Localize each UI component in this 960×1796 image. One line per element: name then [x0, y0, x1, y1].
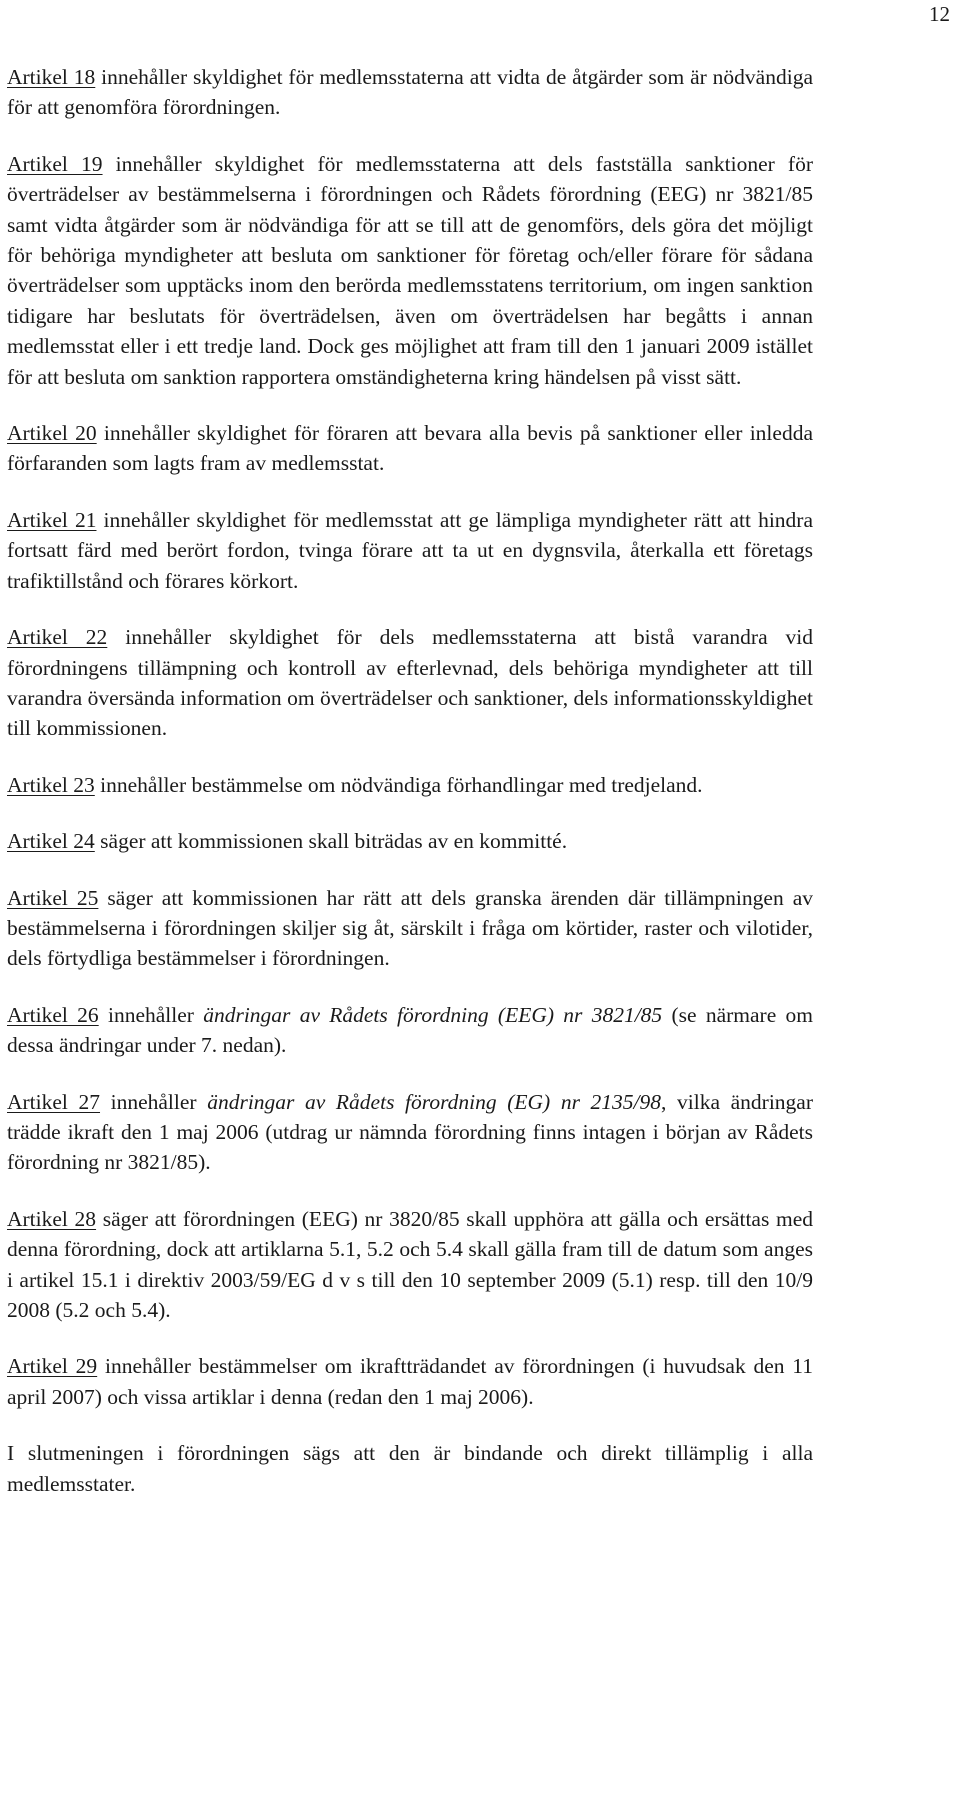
paragraph-closing: [7, 1438, 813, 1499]
article-ref[interactable]: Artikel 25: [7, 885, 99, 910]
paragraph-italic-text: ändringar av Rådets förordning (EEG) nr 3821/85: [203, 1002, 663, 1027]
paragraph-text: innehåller skyldighet för medlemsstat att ge lämpliga myndigheter rätt att hindra fortsatt färd med berört fordon, tvinga förare att ta ut en dygnsvila, återkalla ett företags trafiktillstånd och förares körkort.: [7, 507, 813, 593]
paragraph-text: innehåller bestämmelser om ikraftträdandet av förordningen (i huvudsak den 11 april 2007) och vissa artiklar i denna (redan den 1 maj 2006).: [7, 1354, 813, 1409]
paragraph-text: innehåller: [100, 1089, 208, 1114]
article-ref[interactable]: Artikel 18: [7, 65, 96, 89]
paragraph-text: (se närmare om dessa ändringar under 7. nedan).: [7, 1002, 813, 1058]
article-ref[interactable]: Artikel 29: [7, 1354, 98, 1379]
paragraph-artikel-22: [7, 622, 813, 744]
paragraph-text: innehåller skyldighet för medlemsstaterna att vidta de åtgärder som är nödvändiga för att genomföra förordningen.: [7, 65, 813, 120]
article-ref[interactable]: Artikel 24: [7, 829, 95, 854]
article-ref[interactable]: Artikel 27: [7, 1089, 101, 1114]
document-body: [7, 62, 813, 1525]
paragraph-artikel-29: [7, 1351, 813, 1412]
article-ref[interactable]: Artikel 26: [7, 1002, 99, 1027]
paragraph-text: , vilka ändringar trädde ikraft den 1 maj 2006 (utdrag ur nämnda förordning finns intagen i början av Rådets förordning nr 3821/85).: [7, 1089, 813, 1175]
paragraph-artikel-24: [7, 826, 813, 856]
page-number: 12: [929, 2, 950, 26]
paragraph-text: innehåller skyldighet för föraren att bevara alla bevis på sanktioner eller inledda förfaranden som lagts fram av medlemsstat.: [7, 421, 813, 476]
paragraph-text: innehåller: [98, 1002, 204, 1027]
paragraph-text: I slutmeningen i förordningen sägs att den är bindande och direkt tillämplig i alla medlemsstater.: [7, 1441, 813, 1496]
article-ref[interactable]: Artikel 20: [7, 421, 97, 446]
article-ref[interactable]: Artikel 28: [7, 1206, 97, 1231]
paragraph-artikel-18: [7, 62, 813, 123]
article-ref[interactable]: Artikel 23: [7, 772, 95, 797]
paragraph-artikel-21: [7, 505, 813, 596]
paragraph-artikel-26: [7, 1000, 813, 1061]
paragraph-artikel-19: [7, 149, 813, 392]
paragraph-artikel-25: [7, 883, 813, 974]
paragraph-artikel-28: [7, 1204, 813, 1326]
paragraph-artikel-27: [7, 1087, 813, 1178]
paragraph-text: säger att förordningen (EEG) nr 3820/85 skall upphöra att gälla och ersättas med denna förordning, dock att artiklarna 5.1, 5.2 och 5.4 skall gälla fram till de datum som anges i artikel 15.1 i direktiv 2003/59/EG d v s till den 10 september 2009 (5.1) resp. till den 10/9 2008 (5.2 och 5.4).: [7, 1206, 813, 1322]
paragraph-artikel-23: [7, 770, 813, 800]
paragraph-text: innehåller skyldighet för dels medlemsstaterna att bistå varandra vid förordningens tillämpning och kontroll av efterlevnad, dels behöriga myndigheter att till varandra översända information om överträdelser och sanktioner, dels informationsskyldighet till kommissionen.: [7, 625, 813, 741]
paragraph-artikel-20: [7, 418, 813, 479]
paragraph-text: säger att kommissionen skall biträdas av en kommitté.: [94, 829, 568, 854]
paragraph-text: innehåller bestämmelse om nödvändiga förhandlingar med tredjeland.: [94, 772, 703, 797]
paragraph-italic-text: ändringar av Rådets förordning (EG) nr 2135/98: [207, 1089, 662, 1114]
paragraph-text: säger att kommissionen har rätt att dels granska ärenden där tillämpningen av bestämmelserna i förordningen skiljer sig åt, särskilt i fråga om körtider, raster och vilotider, dels förtydliga bestämmelser i förordningen.: [7, 885, 813, 971]
article-ref[interactable]: Artikel 22: [7, 625, 108, 650]
paragraph-text: innehåller skyldighet för medlemsstaterna att dels fastställa sanktioner för överträdelser av bestämmelserna i förordningen och Rådets förordning (EEG) nr 3821/85 samt vidta åtgärder som är nödvändiga för att se till att de genomförs, dels göra det möjligt för behöriga myndigheter att besluta om sanktioner för företag och/eller förare för sådana överträdelser som upptäcks inom den berörda medlemsstatens territorium, om ingen sanktion tidigare har beslutats för överträdelsen, även om överträdelsen har begåtts i annan medlemsstat eller i ett tredje land. Dock ges möjlighet att fram till den 1 januari 2009 istället för att besluta om sanktion rapportera omständigheterna kring händelsen på visst sätt.: [7, 151, 814, 389]
article-ref[interactable]: Artikel 21: [7, 507, 97, 532]
article-ref[interactable]: Artikel 19: [7, 151, 103, 176]
